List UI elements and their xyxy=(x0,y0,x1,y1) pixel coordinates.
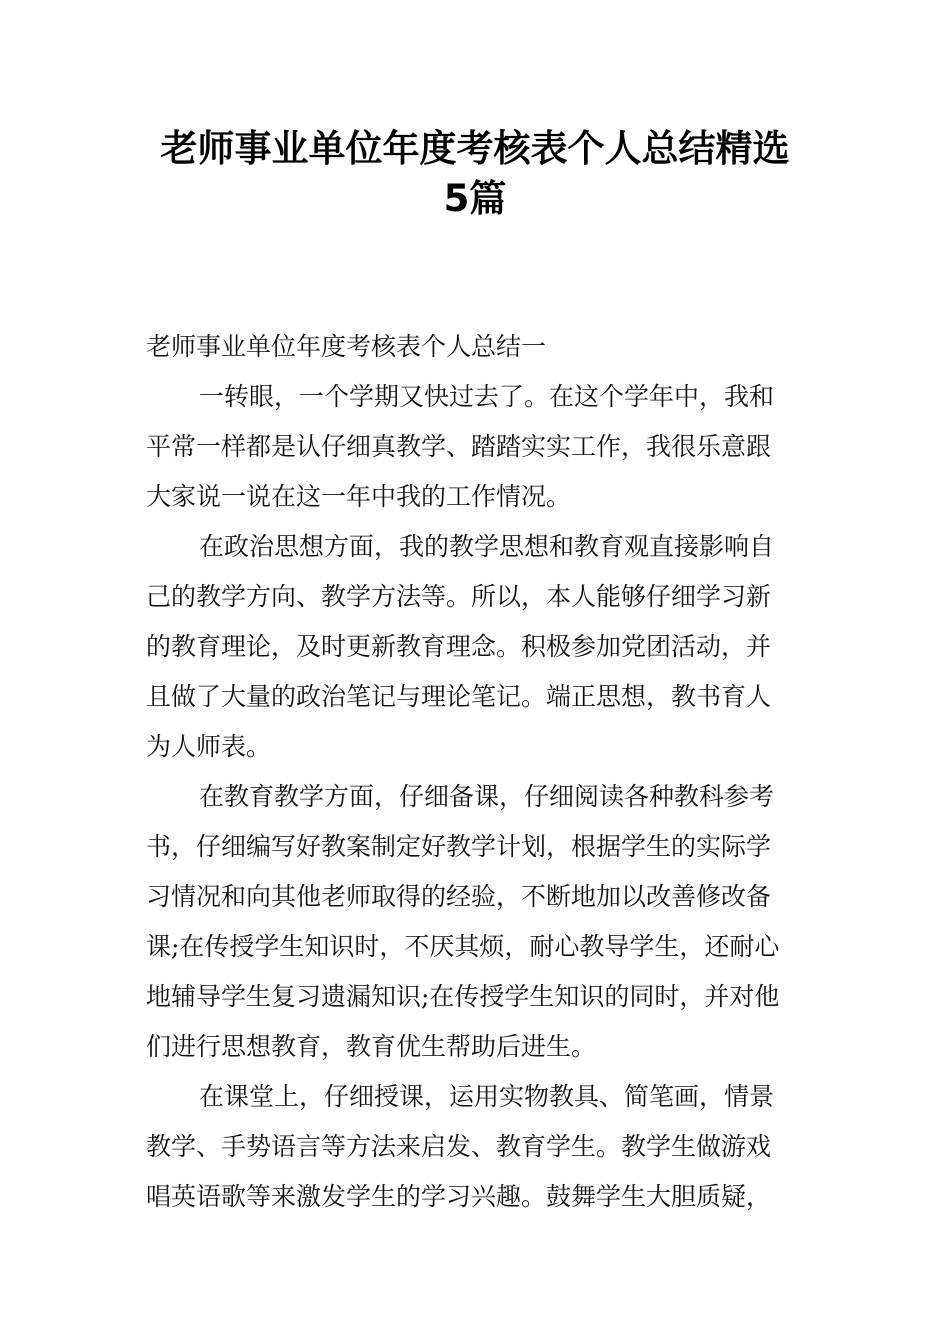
title-line-2: 5篇 xyxy=(443,177,507,220)
paragraph-line: 地辅导学生复习遗漏知识;在传授学生知识的同时，并对他 xyxy=(146,982,780,1011)
paragraph-3 xyxy=(146,772,806,1072)
paragraph-line: 平常一样都是认仔细真教学、踏踏实实工作，我很乐意跟 xyxy=(146,432,772,461)
paragraph-line: 己的教学方向、教学方法等。所以，本人能够仔细学习新 xyxy=(146,582,772,611)
paragraph-line: 在课堂上，仔细授课，运用实物教具、简笔画，情景 xyxy=(199,1082,775,1111)
section-subheading: 老师事业单位年度考核表个人总结一 xyxy=(146,332,547,361)
paragraph-2 xyxy=(146,522,806,772)
paragraph-line: 们进行思想教育，教育优生帮助后进生。 xyxy=(146,1032,597,1061)
paragraph-line: 且做了大量的政治笔记与理论笔记。端正思想，教书育人 xyxy=(146,682,772,711)
document-body xyxy=(146,322,806,1222)
paragraph-line: 大家说一说在这一年中我的工作情况。 xyxy=(146,482,572,511)
paragraph-1 xyxy=(146,372,806,522)
paragraph-line: 教学、手势语言等方法来启发、教育学生。教学生做游戏 xyxy=(146,1132,772,1161)
paragraph-line: 的教育理论，及时更新教育理念。积极参加党团活动，并 xyxy=(146,632,772,661)
document-title xyxy=(100,124,850,224)
paragraph-line: 为人师表。 xyxy=(146,732,272,761)
paragraph-line: 习情况和向其他老师取得的经验，不断地加以改善修改备 xyxy=(146,882,772,911)
paragraph-line: 书，仔细编写好教案制定好教学计划，根据学生的实际学 xyxy=(146,832,772,861)
paragraph-line: 唱英语歌等来激发学生的学习兴趣。鼓舞学生大胆质疑， xyxy=(146,1182,772,1211)
paragraph-line: 在教育教学方面，仔细备课，仔细阅读各种教科参考 xyxy=(199,782,775,811)
paragraph-4 xyxy=(146,1072,806,1222)
paragraph-line: 课;在传授学生知识时，不厌其烦，耐心教导学生，还耐心 xyxy=(146,932,780,961)
paragraph-line: 一转眼，一个学期又快过去了。在这个学年中，我和 xyxy=(199,382,775,411)
paragraph-line: 在政治思想方面，我的教学思想和教育观直接影响自 xyxy=(199,532,775,561)
title-line-1: 老师事业单位年度考核表个人总结精选 xyxy=(160,127,790,170)
